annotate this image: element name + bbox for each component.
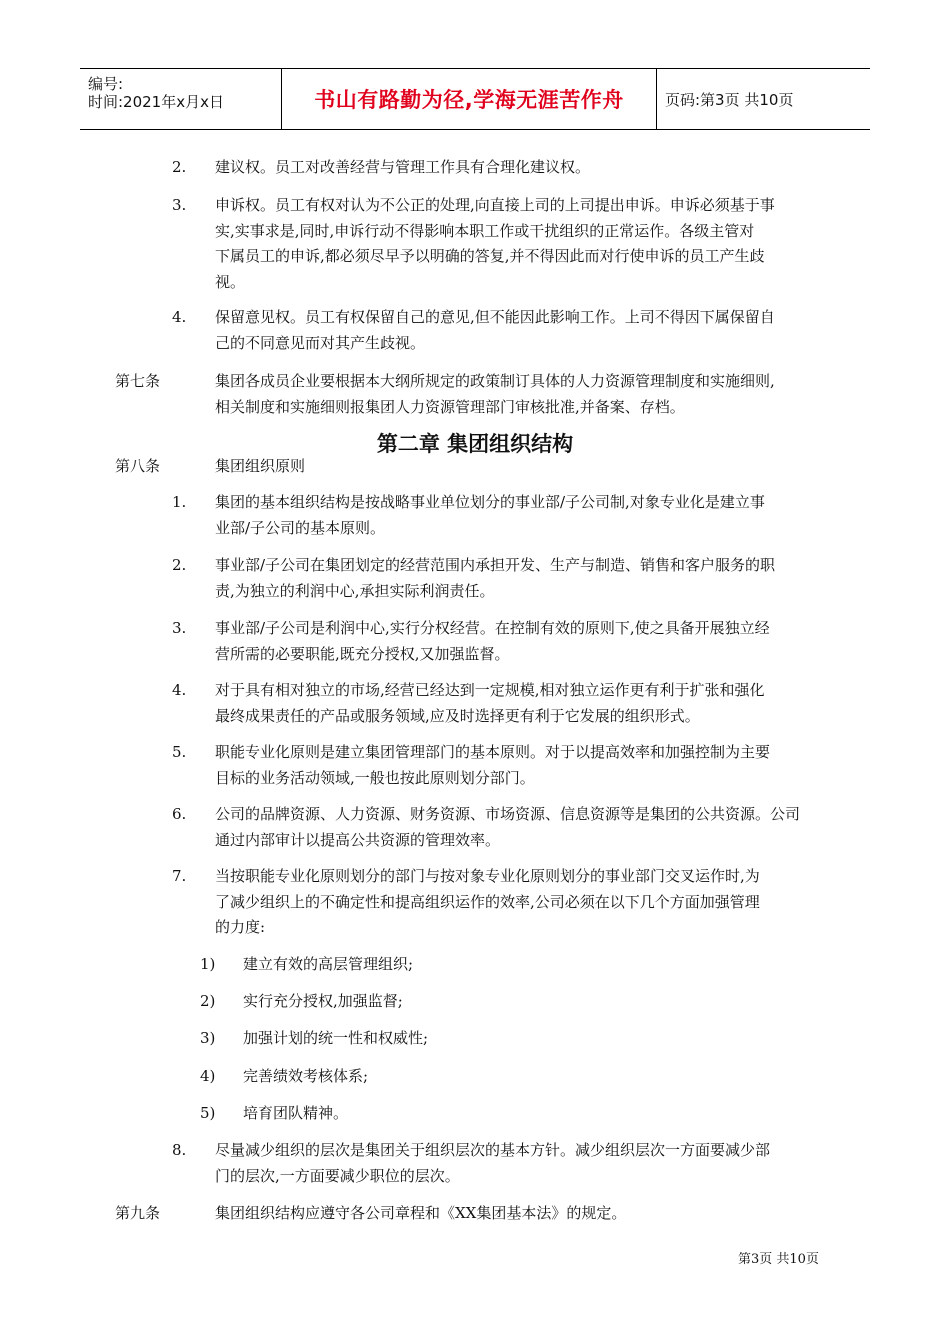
list-item: 事业部/子公司是利润中心,实行分权经营。在控制有效的原则下,使之具备开展独立经 营所需的必要职能,既充分授权,又加强监督。 [215, 619, 770, 663]
list-item: 事业部/子公司在集团划定的经营范围内承担开发、生产与制造、销售和客户服务的职 责,为独立的利润中心,承担实际利润责任。 [215, 556, 776, 600]
sublist-item: 培育团队精神。 [243, 1104, 349, 1122]
list-item: 申诉权。员工有权对认为不公正的处理,向直接上司的上司提出申诉。申诉必须基于事 实,实事求是,同时,申诉行动不得影响本职工作或干扰组织的正常运作。各级主管对 下属员工的申诉,都必须尽早予以明确的答复,并不得因此而对行使申诉的员工产生歧 视。 [215, 196, 775, 291]
list-item: 公司的品牌资源、人力资源、财务资源、市场资源、信息资源等是集团的公共资源。公司 通过内部审计以提高公共资源的管理效率。 [215, 805, 801, 849]
list-number: 7. [172, 867, 187, 885]
list-number: 4. [172, 681, 187, 699]
article-label: 第九条 [115, 1204, 161, 1222]
article-label: 第八条 [115, 457, 161, 475]
list-number: 1. [172, 493, 187, 511]
sublist-number: 1) [200, 955, 216, 973]
chapter-title: 第二章 集团组织结构 [376, 432, 574, 456]
list-item: 保留意见权。员工有权保留自己的意见,但不能因此影响工作。上司不得因下属保留自 己的不同意见而对其产生歧视。 [215, 308, 775, 352]
sublist-number: 3) [200, 1029, 216, 1047]
sublist-item: 建立有效的高层管理组织; [243, 955, 414, 973]
list-number: 3. [172, 196, 187, 214]
header-page-info: 页码:第3页 共10页 [665, 90, 794, 109]
sublist-number: 4) [200, 1067, 216, 1085]
header-meta [80, 69, 280, 129]
sublist-item: 实行充分授权,加强监督; [243, 992, 403, 1010]
list-item: 建议权。员工对改善经营与管理工作具有合理化建议权。 [215, 158, 591, 176]
list-number: 4. [172, 308, 187, 326]
article-title: 集团组织原则 [215, 457, 306, 475]
list-number: 2. [172, 158, 187, 176]
sublist-number: 2) [200, 992, 216, 1010]
list-item: 职能专业化原则是建立集团管理部门的基本原则。对于以提高效率和加强控制为主要 目标的业务活动领域,一般也按此原则划分部门。 [215, 743, 771, 787]
list-number: 8. [172, 1141, 187, 1159]
sublist-item: 完善绩效考核体系; [243, 1067, 369, 1085]
list-item: 集团的基本组织结构是按战略事业单位划分的事业部/子公司制,对象专业化是建立事 业部/子公司的基本原则。 [215, 493, 765, 537]
article-text: 集团各成员企业要根据本大纲所规定的政策制订具体的人力资源管理制度和实施细则, 相关制度和实施细则报集团人力资源管理部门审核批准,并备案、存档。 [215, 372, 775, 416]
list-number: 5. [172, 743, 187, 761]
page-header [80, 68, 870, 130]
code-label: 编号: [88, 75, 124, 93]
sublist-number: 5) [200, 1104, 216, 1122]
article-text: 集团组织结构应遵守各公司章程和《XX集团基本法》的规定。 [215, 1204, 627, 1222]
header-motto: 书山有路勤为径,学海无涯苦作舟 [281, 69, 657, 129]
list-item: 对于具有相对独立的市场,经营已经达到一定规模,相对独立运作更有利于扩张和强化 最终成果责任的产品或服务领域,应及时选择更有利于它发展的组织形式。 [215, 681, 765, 725]
time-label: 时间:2021年x月x日 [88, 93, 224, 111]
list-number: 6. [172, 805, 187, 823]
page-footer: 第3页 共10页 [738, 1252, 819, 1267]
list-item: 当按职能专业化原则划分的部门与按对象专业化原则划分的事业部门交叉运作时,为 了减少组织上的不确定性和提高组织运作的效率,公司必须在以下几个方面加强管理 的力度: [215, 867, 760, 936]
list-number: 2. [172, 556, 187, 574]
list-number: 3. [172, 619, 187, 637]
sublist-item: 加强计划的统一性和权威性; [243, 1029, 429, 1047]
article-label: 第七条 [115, 372, 161, 390]
list-item: 尽量减少组织的层次是集团关于组织层次的基本方针。减少组织层次一方面要减少部 门的层次,一方面要减少职位的层次。 [215, 1141, 771, 1185]
